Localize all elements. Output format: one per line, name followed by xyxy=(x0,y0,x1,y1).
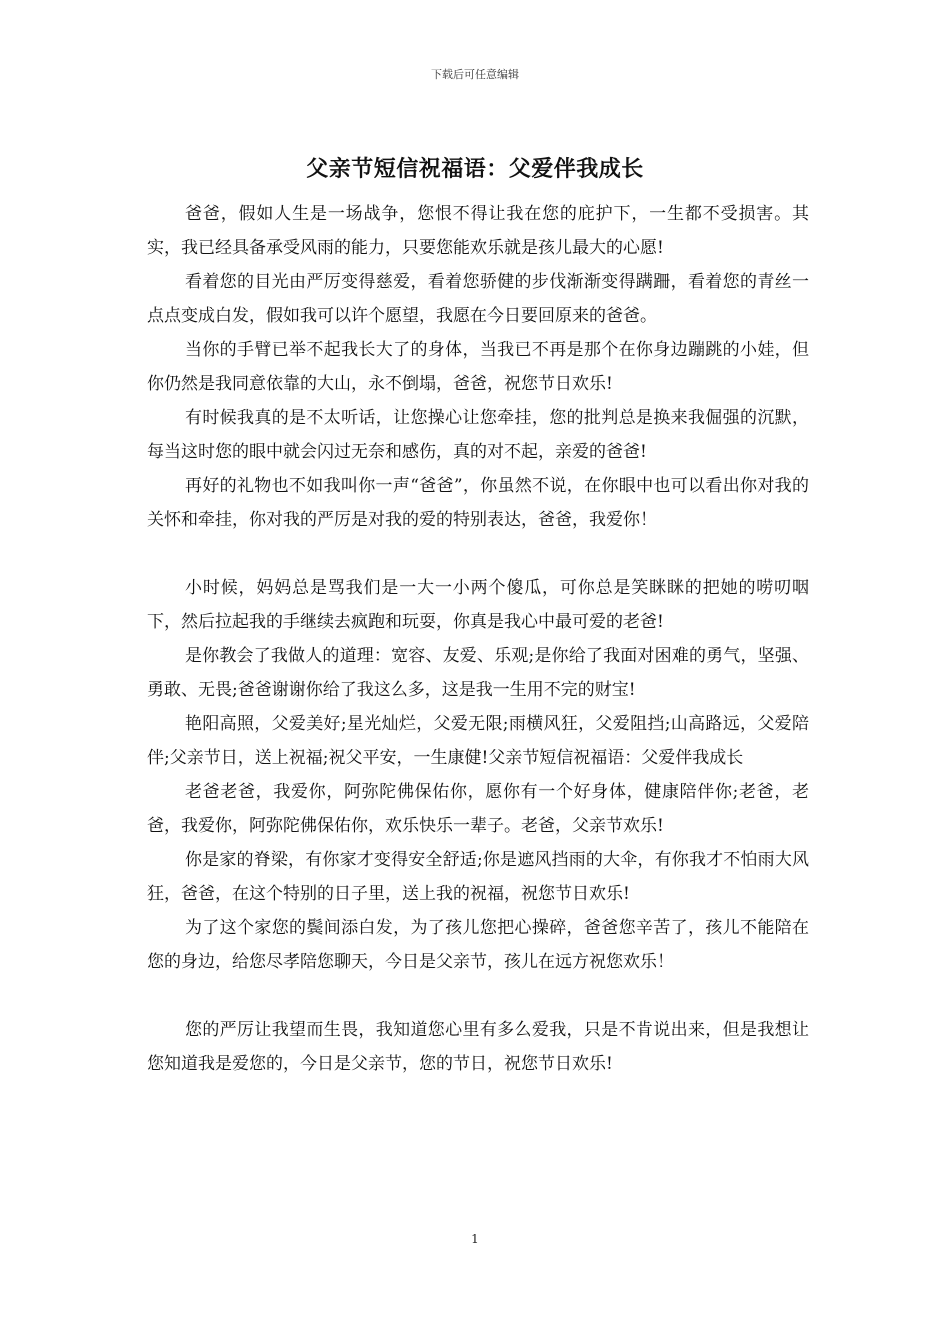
paragraph-12: 您的严厉让我望而生畏，我知道您心里有多么爱我，只是不肯说出来，但是我想让您知道我是爱您的，今日是父亲节，您的节日，祝您节日欢乐! xyxy=(147,1020,809,1074)
document-body xyxy=(147,197,809,1081)
paragraph-4: 有时候我真的是不太听话，让您操心让您牵挂，您的批判总是换来我倔强的沉默，每当这时您的眼中就会闪过无奈和感伤，真的对不起，亲爱的爸爸! xyxy=(147,408,809,462)
paragraph-9: 老爸老爸，我爱你，阿弥陀佛保佑你，愿你有一个好身体，健康陪伴你;老爸，老爸，我爱你，阿弥陀佛保佑你，欢乐快乐一辈子。老爸，父亲节欢乐! xyxy=(147,782,809,836)
paragraph-6: 小时候，妈妈总是骂我们是一大一小两个傻瓜，可你总是笑眯眯的把她的唠叨咽下，然后拉起我的手继续去疯跑和玩耍，你真是我心中最可爱的老爸! xyxy=(147,578,809,632)
paragraph-2: 看着您的目光由严厉变得慈爱，看着您骄健的步伐渐渐变得蹒跚，看着您的青丝一点点变成白发，假如我可以许个愿望，我愿在今日要回原来的爸爸。 xyxy=(147,272,809,326)
paragraph-3: 当你的手臂已举不起我长大了的身体，当我已不再是那个在你身边蹦跳的小娃，但你仍然是我同意依靠的大山，永不倒塌，爸爸，祝您节日欢乐! xyxy=(147,340,809,394)
page-header: 下载后可任意编辑 xyxy=(431,68,519,81)
paragraph-8: 艳阳高照，父爱美好;星光灿烂，父爱无限;雨横风狂，父爱阻挡;山高路远，父爱陪伴;父亲节日，送上祝福;祝父平安，一生康健!父亲节短信祝福语：父爱伴我成长 xyxy=(147,714,809,768)
paragraph-spacer xyxy=(147,537,809,571)
document-title: 父亲节短信祝福语：父爱伴我成长 xyxy=(306,156,644,182)
paragraph-10: 你是家的脊梁，有你家才变得安全舒适;你是遮风挡雨的大伞，有你我才不怕雨大风狂，爸爸，在这个特别的日子里，送上我的祝福，祝您节日欢乐! xyxy=(147,850,809,904)
paragraph-11: 为了这个家您的鬓间添白发，为了孩儿您把心操碎，爸爸您辛苦了，孩儿不能陪在您的身边，给您尽孝陪您聊天，今日是父亲节，孩儿在远方祝您欢乐！ xyxy=(147,918,809,972)
paragraph-1: 爸爸，假如人生是一场战争，您恨不得让我在您的庇护下，一生都不受损害。其实，我已经具备承受风雨的能力，只要您能欢乐就是孩儿最大的心愿! xyxy=(147,204,809,258)
page-number: 1 xyxy=(471,1232,479,1246)
paragraph-5: 再好的礼物也不如我叫你一声“爸爸”，你虽然不说，在你眼中也可以看出你对我的关怀和牵挂，你对我的严厉是对我的爱的特别表达，爸爸，我爱你！ xyxy=(147,476,809,530)
paragraph-spacer xyxy=(147,979,809,1013)
paragraph-7: 是你教会了我做人的道理：宽容、友爱、乐观;是你给了我面对困难的勇气，坚强、勇敢、无畏;爸爸谢谢你给了我这么多，这是我一生用不完的财宝! xyxy=(147,646,809,700)
